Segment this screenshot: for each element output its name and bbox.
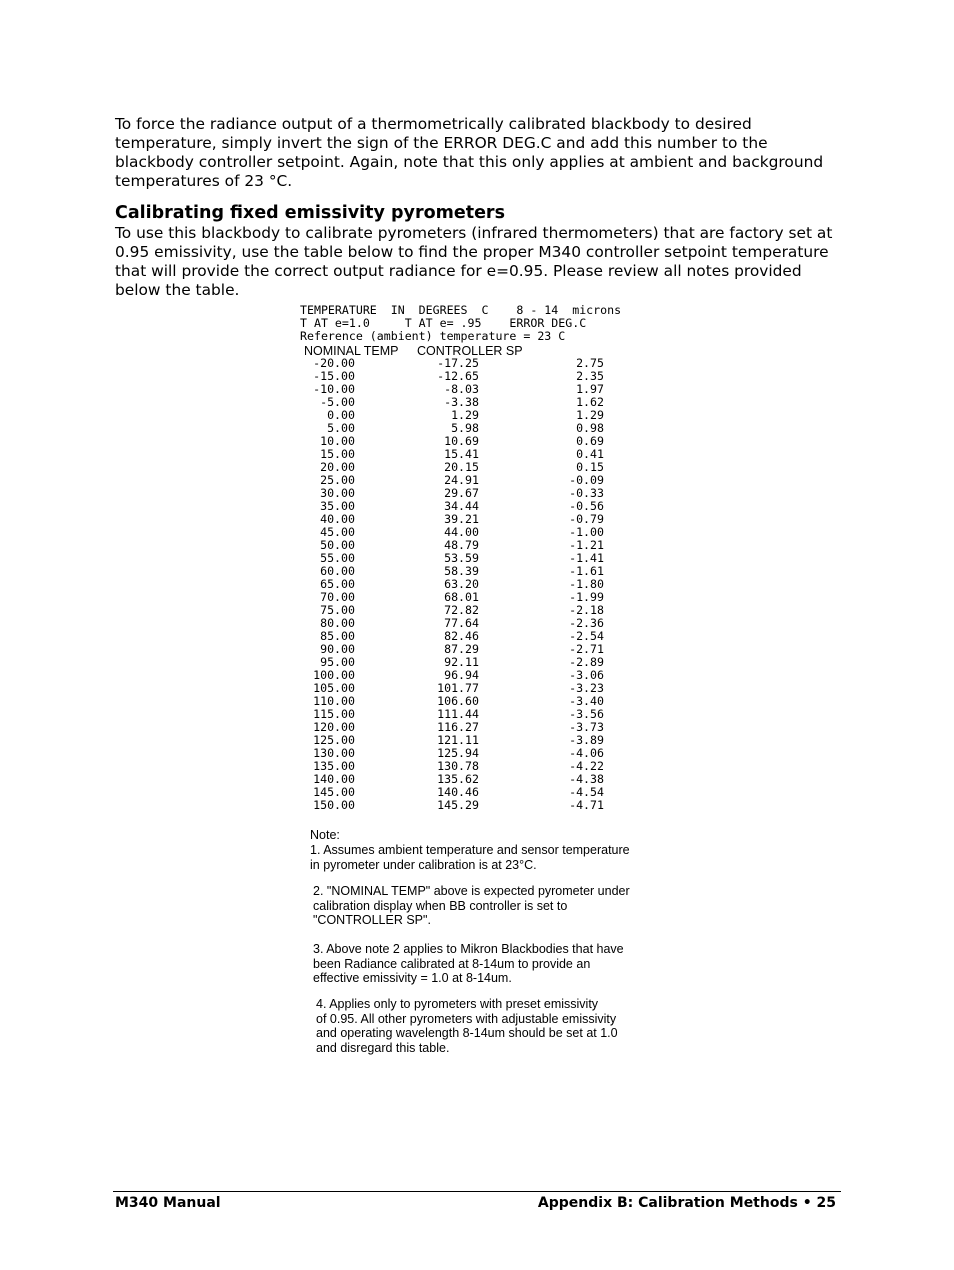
nominal-temp-cell: 95.00 (320, 655, 355, 669)
table-header-line: T AT e=1.0 T AT e= .95 ERROR DEG.C (300, 316, 587, 330)
controller-sp-cell: -3.38 (444, 395, 479, 409)
note-3 (313, 942, 624, 986)
nominal-temp-cell: 110.00 (313, 694, 355, 708)
error-deg-cell: -1.21 (569, 538, 604, 552)
table-header-line: Reference (ambient) temperature = 23 C (300, 329, 566, 343)
nominal-temp-cell: 20.00 (320, 460, 355, 474)
note-line: 3. Above note 2 applies to Mikron Blackbodies that have (313, 942, 624, 956)
nominal-temp-cell: 60.00 (320, 564, 355, 578)
section-heading: Calibrating fixed emissivity pyrometers (115, 203, 505, 223)
error-deg-cell: -2.71 (569, 642, 604, 656)
column-header-nominal: NOMINAL TEMP (304, 344, 399, 358)
controller-sp-cell: 58.39 (444, 564, 479, 578)
controller-sp-cell: 24.91 (444, 473, 479, 487)
nominal-temp-cell: 45.00 (320, 525, 355, 539)
note-line: been Radiance calibrated at 8-14um to provide an (313, 956, 591, 971)
error-deg-cell: -2.89 (569, 655, 604, 669)
nominal-temp-cell: 85.00 (320, 629, 355, 643)
nominal-temp-cell: 145.00 (313, 785, 355, 799)
table-header-line: TEMPERATURE IN DEGREES C 8 - 14 microns (300, 303, 622, 317)
note-line: 4. Applies only to pyrometers with preset emissivity (316, 997, 599, 1011)
note-line: 1. Assumes ambient temperature and sensor temperature (310, 843, 630, 857)
nominal-temp-cell: 130.00 (313, 746, 355, 760)
error-deg-cell: -4.06 (569, 746, 604, 760)
controller-sp-cell: 72.82 (444, 603, 479, 617)
controller-sp-cell: 20.15 (444, 460, 479, 474)
error-deg-cell: 0.41 (576, 447, 604, 461)
controller-sp-cell: 68.01 (444, 590, 479, 604)
footer-manual-title: M340 Manual (115, 1195, 221, 1211)
nominal-temp-cell: 15.00 (320, 447, 355, 461)
nominal-temp-cell: 30.00 (320, 486, 355, 500)
error-deg-cell: 1.97 (576, 382, 604, 396)
note-line: effective emissivity = 1.0 at 8-14um. (313, 971, 512, 985)
error-deg-cell: -1.00 (569, 525, 604, 539)
nominal-temp-cell: 120.00 (313, 720, 355, 734)
note-4 (316, 997, 618, 1055)
error-deg-cell: 0.98 (576, 421, 604, 435)
error-deg-cell: -3.89 (569, 733, 604, 747)
error-deg-cell: 1.29 (576, 408, 604, 422)
controller-sp-cell: 77.64 (444, 616, 479, 630)
controller-sp-cell: 29.67 (444, 486, 479, 500)
controller-sp-cell: 15.41 (444, 447, 479, 461)
controller-sp-cell: 130.78 (437, 759, 479, 773)
nominal-temp-cell: 100.00 (313, 668, 355, 682)
error-deg-cell: 2.75 (576, 356, 604, 370)
controller-sp-cell: 106.60 (437, 694, 479, 708)
controller-sp-cell: 63.20 (444, 577, 479, 591)
error-deg-cell: -4.38 (569, 772, 604, 786)
error-deg-cell: -4.22 (569, 759, 604, 773)
error-deg-cell: -0.56 (569, 499, 604, 513)
error-deg-cell: -4.71 (569, 798, 604, 812)
error-deg-cell: -1.41 (569, 551, 604, 565)
error-deg-cell: -2.54 (569, 629, 604, 643)
error-deg-cell: -2.36 (569, 616, 604, 630)
nominal-temp-cell: -10.00 (313, 382, 355, 396)
error-deg-cell: -0.79 (569, 512, 604, 526)
controller-sp-cell: 44.00 (444, 525, 479, 539)
intro-paragraph: To force the radiance output of a thermometrically calibrated blackbody to desired temperature, simply invert the sign of the ERROR DEG.C and add this number to the blackbody controller setpoint. Again, note that this only applies at ambient and background temperatures of 23 °C. (115, 115, 824, 190)
nominal-temp-cell: 105.00 (313, 681, 355, 695)
error-deg-cell: -0.09 (569, 473, 604, 487)
note-line: calibration display when BB controller is set to (313, 898, 568, 913)
error-deg-cell: -1.99 (569, 590, 604, 604)
nominal-temp-cell: 10.00 (320, 434, 355, 448)
nominal-temp-cell: -5.00 (320, 395, 355, 409)
body-paragraph: To use this blackbody to calibrate pyrometers (infrared thermometers) that are factory set at 0.95 emissivity, use the table below to find the proper M340 controller setpoint temperature that will provide the correct output radiance for e=0.95. Please review all notes provided below the table. (115, 224, 833, 299)
error-deg-cell: -1.61 (569, 564, 604, 578)
controller-sp-cell: 101.77 (437, 681, 479, 695)
controller-sp-cell: 39.21 (444, 512, 479, 526)
error-deg-cell: 0.15 (576, 460, 604, 474)
notes-block (310, 828, 340, 843)
nominal-temp-cell: 135.00 (313, 759, 355, 773)
controller-sp-cell: 53.59 (444, 551, 479, 565)
nominal-temp-cell: 75.00 (320, 603, 355, 617)
controller-sp-cell: 96.94 (444, 668, 479, 682)
controller-sp-cell: 125.94 (437, 746, 479, 760)
nominal-temp-cell: 35.00 (320, 499, 355, 513)
controller-sp-cell: 145.29 (437, 798, 479, 812)
controller-sp-cell: 121.11 (437, 733, 479, 747)
controller-sp-cell: -12.65 (437, 369, 479, 383)
note-1 (310, 843, 630, 872)
controller-sp-cell: 116.27 (437, 720, 479, 734)
table-row (298, 799, 650, 812)
note-line: "CONTROLLER SP". (313, 913, 431, 927)
nominal-temp-cell: 125.00 (313, 733, 355, 747)
controller-sp-cell: 34.44 (444, 499, 479, 513)
error-deg-cell: 2.35 (576, 369, 604, 383)
nominal-temp-cell: 65.00 (320, 577, 355, 591)
nominal-temp-cell: -20.00 (313, 356, 355, 370)
nominal-temp-cell: 90.00 (320, 642, 355, 656)
nominal-temp-cell: 55.00 (320, 551, 355, 565)
error-deg-cell: -4.54 (569, 785, 604, 799)
nominal-temp-cell: 115.00 (313, 707, 355, 721)
controller-sp-cell: 135.62 (437, 772, 479, 786)
error-deg-cell: -3.56 (569, 707, 604, 721)
nominal-temp-cell: 150.00 (313, 798, 355, 812)
controller-sp-cell: -17.25 (437, 356, 479, 370)
controller-sp-cell: 92.11 (444, 655, 479, 669)
error-deg-cell: 0.69 (576, 434, 604, 448)
controller-sp-cell: 140.46 (437, 785, 479, 799)
note-line: and operating wavelength 8-14um should be set at 1.0 (316, 1026, 618, 1040)
note-line: 2. "NOMINAL TEMP" above is expected pyrometer under (313, 884, 630, 898)
controller-sp-cell: 111.44 (437, 707, 479, 721)
controller-sp-cell: 10.69 (444, 434, 479, 448)
controller-sp-cell: 48.79 (444, 538, 479, 552)
error-deg-cell: -3.73 (569, 720, 604, 734)
controller-sp-cell: 82.46 (444, 629, 479, 643)
error-deg-cell: 1.62 (576, 395, 604, 409)
nominal-temp-cell: 80.00 (320, 616, 355, 630)
nominal-temp-cell: 50.00 (320, 538, 355, 552)
error-deg-cell: -3.40 (569, 694, 604, 708)
error-deg-cell: -0.33 (569, 486, 604, 500)
note-2 (313, 884, 630, 928)
footer-section-page: Appendix B: Calibration Methods • 25 (537, 1195, 836, 1211)
note-line: and disregard this table. (316, 1040, 450, 1055)
footer-rule (113, 1191, 841, 1192)
controller-sp-cell: 87.29 (444, 642, 479, 656)
note-line: in pyrometer under calibration is at 23°C. (310, 857, 537, 872)
note-line: of 0.95. All other pyrometers with adjustable emissivity (316, 1011, 617, 1026)
nominal-temp-cell: -15.00 (313, 369, 355, 383)
column-header-controller: CONTROLLER SP (417, 344, 523, 358)
controller-sp-cell: 1.29 (451, 408, 479, 422)
nominal-temp-cell: 25.00 (320, 473, 355, 487)
notes-title: Note: (310, 828, 340, 842)
nominal-temp-cell: 140.00 (313, 772, 355, 786)
nominal-temp-cell: 5.00 (327, 421, 355, 435)
error-deg-cell: -3.06 (569, 668, 604, 682)
nominal-temp-cell: 40.00 (320, 512, 355, 526)
nominal-temp-cell: 70.00 (320, 590, 355, 604)
controller-sp-cell: 5.98 (451, 421, 479, 435)
error-deg-cell: -2.18 (569, 603, 604, 617)
calibration-table-scan (298, 302, 650, 1072)
error-deg-cell: -3.23 (569, 681, 604, 695)
controller-sp-cell: -8.03 (444, 382, 479, 396)
nominal-temp-cell: 0.00 (327, 408, 355, 422)
error-deg-cell: -1.80 (569, 577, 604, 591)
